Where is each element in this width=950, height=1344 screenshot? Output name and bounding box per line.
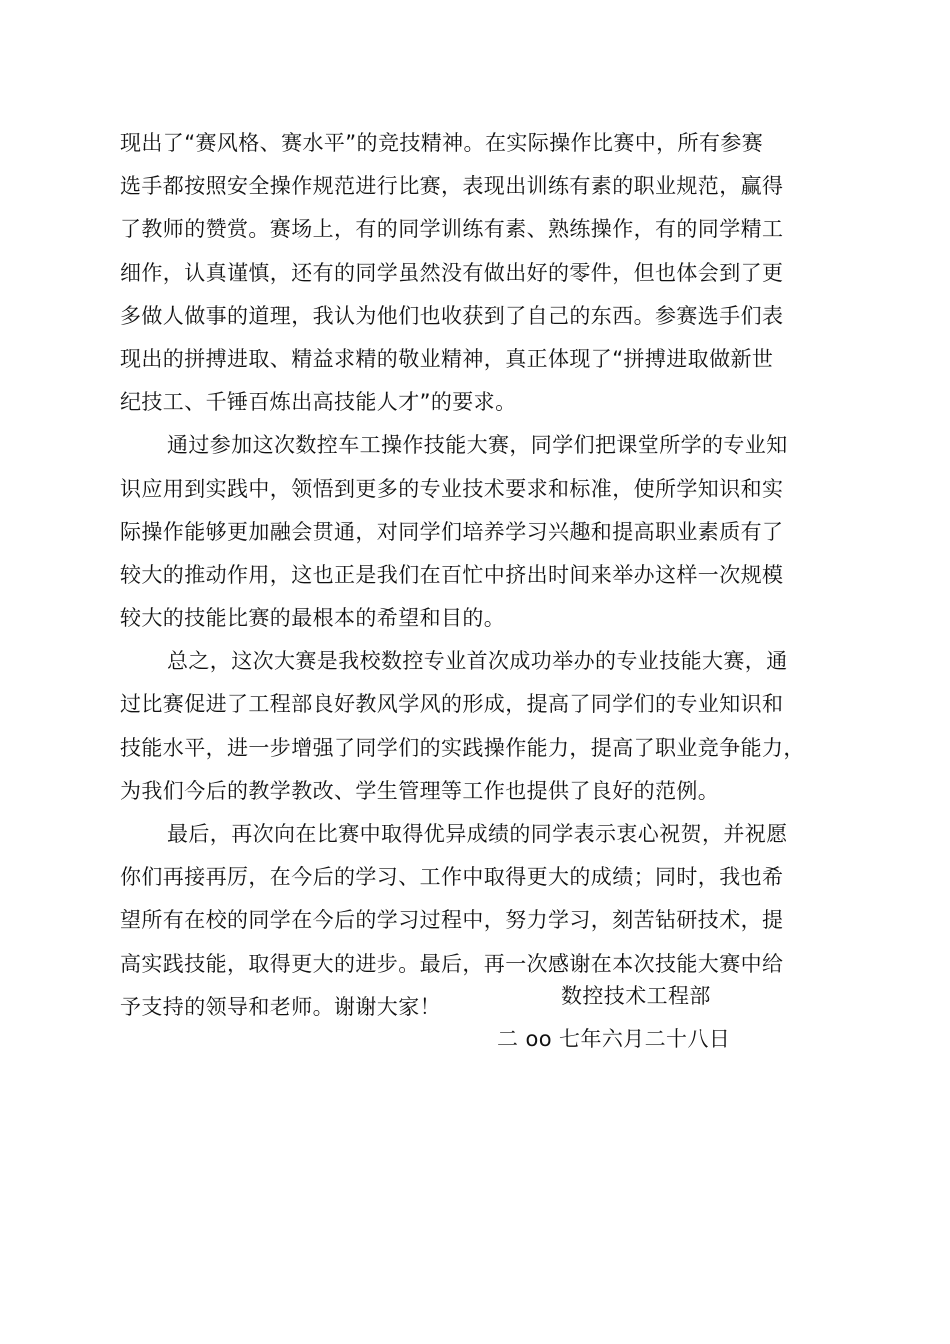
paragraph-start-line: 总之，这次大赛是我校数控专业首次成功举办的专业技能大赛，通	[167, 649, 788, 674]
body-text	[120, 122, 850, 1029]
text-line: 际操作能够更加融会贯通，对同学们培养学习兴趣和提高职业素质有了	[120, 519, 784, 544]
text-line: 选手都按照安全操作规范进行比赛，表现出训练有素的职业规范，赢得	[120, 174, 784, 199]
text-line: 多做人做事的道理，我认为他们也收获到了自己的东西。参赛选手们表	[120, 303, 784, 328]
text-line: 你们再接再厉，在今后的学习、工作中取得更大的成绩；同时，我也希	[120, 865, 784, 890]
text-line: 予支持的领导和老师。谢谢大家！	[120, 994, 441, 1019]
text-line: 了教师的赞赏。赛场上，有的同学训练有素、熟练操作，有的同学精工	[120, 217, 784, 242]
text-line: 过比赛促进了工程部良好教风学风的形成，提高了同学们的专业知识和	[120, 692, 784, 717]
text-line: 高实践技能，取得更大的进步。最后，再一次感谢在本次技能大赛中给	[120, 951, 784, 976]
text-line: 较大的推动作用，这也正是我们在百忙中挤出时间来举办这样一次规模	[120, 562, 784, 587]
signature-date: 二 oo 七年六月二十八日	[497, 1027, 731, 1051]
text-line: 望所有在校的同学在今后的学习过程中，努力学习，刻苦钻研技术，提	[120, 908, 784, 933]
text-line: 现出了“赛风格、赛水平”的竞技精神。在实际操作比赛中，所有参赛	[120, 131, 764, 155]
text-line: 纪技工、千锤百炼出高技能人才”的要求。	[120, 390, 517, 415]
text-line: 现出的拼搏进取、精益求精的敬业精神，真正体现了“拼搏进取做新世	[120, 346, 774, 371]
text-line: 技能水平，进一步增强了同学们的实践操作能力，提高了职业竞争能力，	[120, 735, 805, 760]
text-line: 识应用到实践中，领悟到更多的专业技术要求和标准，使所学知识和实	[120, 476, 784, 501]
text-line: 细作，认真谨慎，还有的同学虽然没有做出好的零件，但也体会到了更	[120, 260, 784, 285]
signature-department: 数控技术工程部	[561, 984, 711, 1008]
paragraph-start-line: 最后，再次向在比赛中取得优异成绩的同学表示衷心祝贺，并祝愿	[167, 822, 788, 846]
paragraph-start-line: 通过参加这次数控车工操作技能大赛，同学们把课堂所学的专业知	[167, 433, 788, 458]
text-line: 较大的技能比赛的最根本的希望和目的。	[120, 606, 506, 631]
text-line: 为我们今后的教学教改、学生管理等工作也提供了良好的范例。	[120, 778, 720, 803]
